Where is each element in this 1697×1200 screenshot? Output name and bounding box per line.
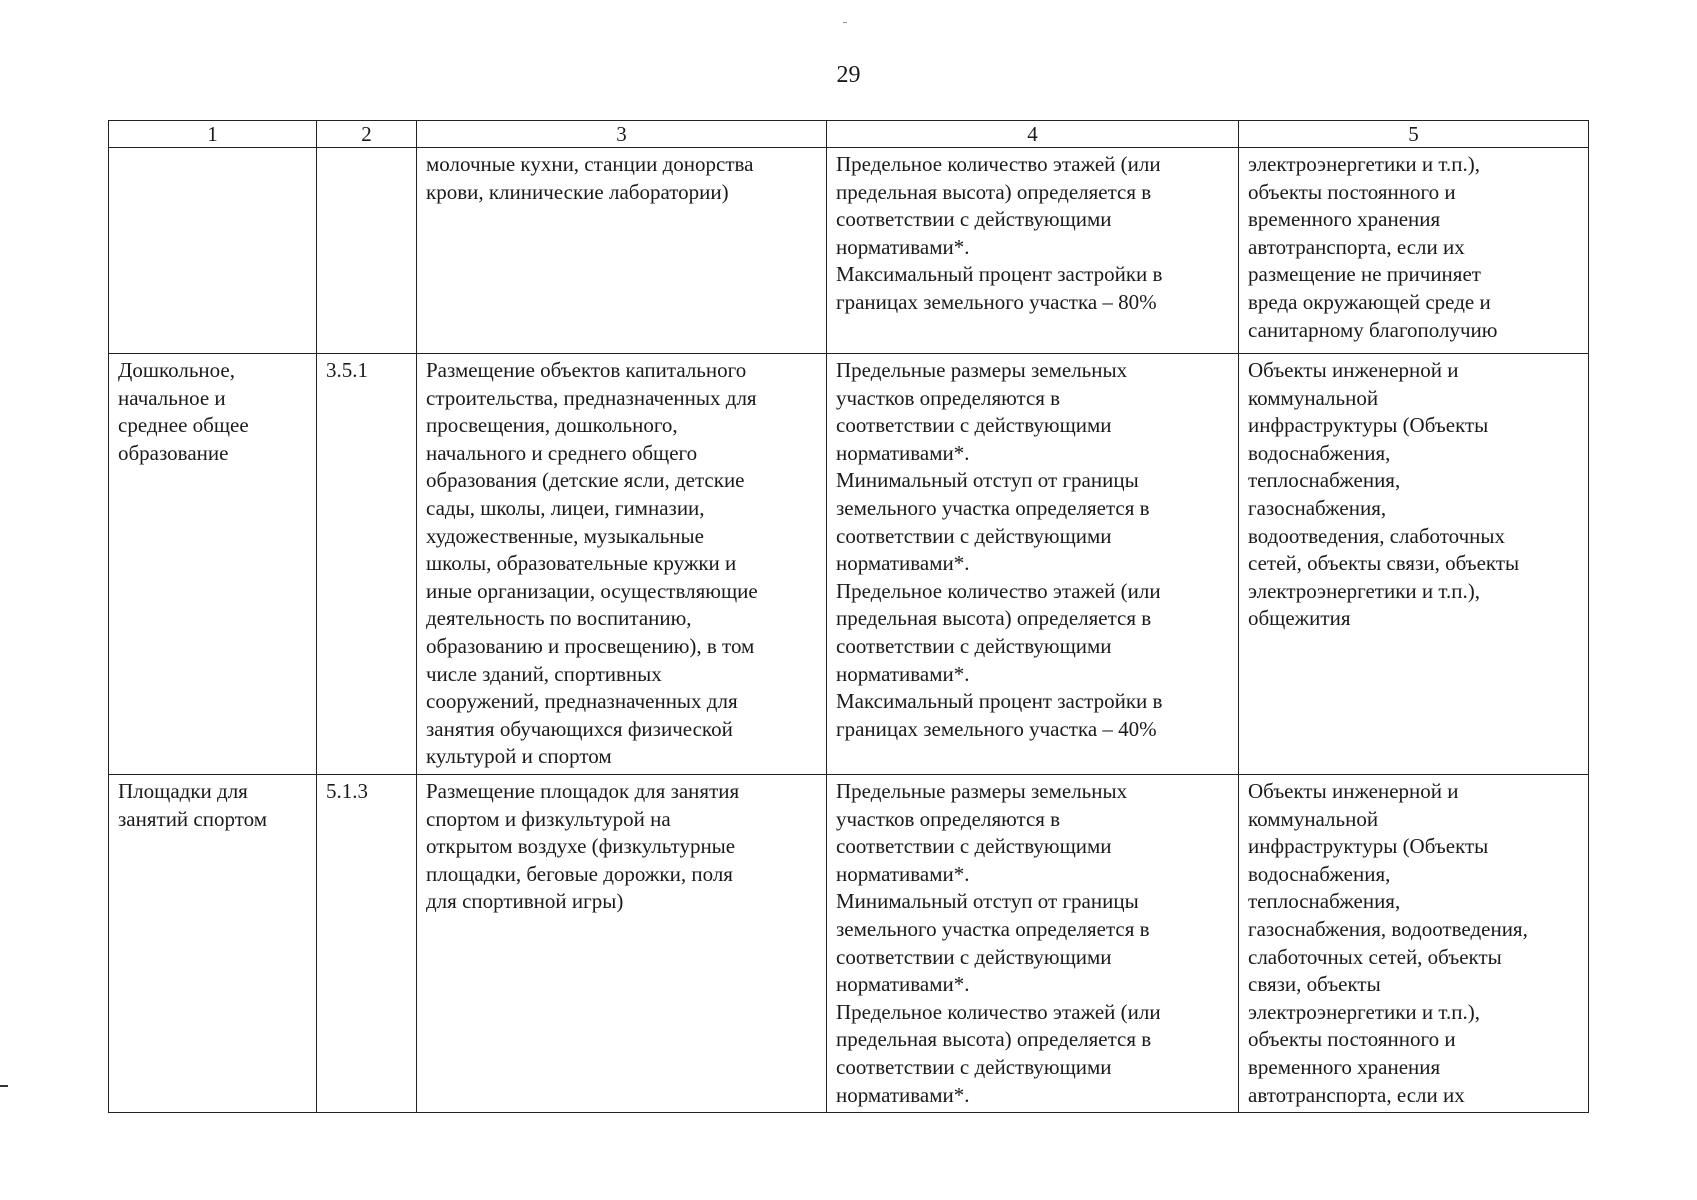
table-row — [109, 775, 1589, 1113]
use-code-cell: 5.1.3 — [317, 775, 417, 1113]
column-header: 5 — [1239, 121, 1589, 148]
parameters-cell: Предельные размеры земельных участков определяются в соответствии с действующими нормативами*. Минимальный отступ от границы земельного участка определяется в соответствии с действующими нормативами*. Предельное количество этажей (или предельная высота) определяется в соответствии с действующими нормативами*. — [827, 775, 1239, 1113]
auxiliary-uses-cell: электроэнергетики и т.п.), объекты постоянного и временного хранения автотранспорта, если их размещение не причиняет вреда окружающей среде и санитарному благополучию — [1239, 148, 1589, 354]
zoning-table — [108, 120, 1589, 1113]
use-description-cell: Размещение площадок для занятия спортом и физкультурой на открытом воздухе (физкультурные площадки, беговые дорожки, поля для спортивной игры) — [417, 775, 827, 1113]
column-header: 3 — [417, 121, 827, 148]
table-row — [109, 354, 1589, 775]
margin-mark — [0, 1085, 8, 1087]
parameters-cell: Предельное количество этажей (или предельная высота) определяется в соответствии с действующими нормативами*. Максимальный процент застройки в границах земельного участка – 80% — [827, 148, 1239, 354]
use-name-cell: Дошкольное, начальное и среднее общее образование — [109, 354, 317, 775]
use-code-cell — [317, 148, 417, 354]
column-header: 1 — [109, 121, 317, 148]
table-row — [109, 148, 1589, 354]
use-description-cell: молочные кухни, станции донорства крови, клинические лаборатории) — [417, 148, 827, 354]
column-header: 4 — [827, 121, 1239, 148]
use-code-cell: 3.5.1 — [317, 354, 417, 775]
header-row — [109, 121, 1589, 148]
auxiliary-uses-cell: Объекты инженерной и коммунальной инфраструктуры (Объекты водоснабжения, теплоснабжения, газоснабжения, водоотведения, слаботочных сетей, объекты связи, объекты электроэнергетики и т.п.), объекты постоянного и временного хранения автотранспорта, если их — [1239, 775, 1589, 1113]
use-name-cell: Площадки для занятий спортом — [109, 775, 317, 1113]
scan-mark — [843, 22, 847, 23]
auxiliary-uses-cell: Объекты инженерной и коммунальной инфраструктуры (Объекты водоснабжения, теплоснабжения, газоснабжения, водоотведения, слаботочных сетей, объекты связи, объекты электроэнергетики и т.п.), общежития — [1239, 354, 1589, 775]
parameters-cell: Предельные размеры земельных участков определяются в соответствии с действующими нормативами*. Минимальный отступ от границы земельного участка определяется в соответствии с действующими нормативами*. Предельное количество этажей (или предельная высота) определяется в соответствии с действующими нормативами*. Максимальный процент застройки в границах земельного участка – 40% — [827, 354, 1239, 775]
use-description-cell: Размещение объектов капитального строительства, предназначенных для просвещения, дошкольного, начального и среднего общего образования (детские ясли, детские сады, школы, лицеи, гимназии, художественные, музыкальные школы, образовательные кружки и иные организации, осуществляющие деятельность по воспитанию, образованию и просвещению), в том числе зданий, спортивных сооружений, предназначенных для занятия обучающихся физической культурой и спортом — [417, 354, 827, 775]
use-name-cell — [109, 148, 317, 354]
page-number: 29 — [836, 62, 861, 88]
column-header: 2 — [317, 121, 417, 148]
